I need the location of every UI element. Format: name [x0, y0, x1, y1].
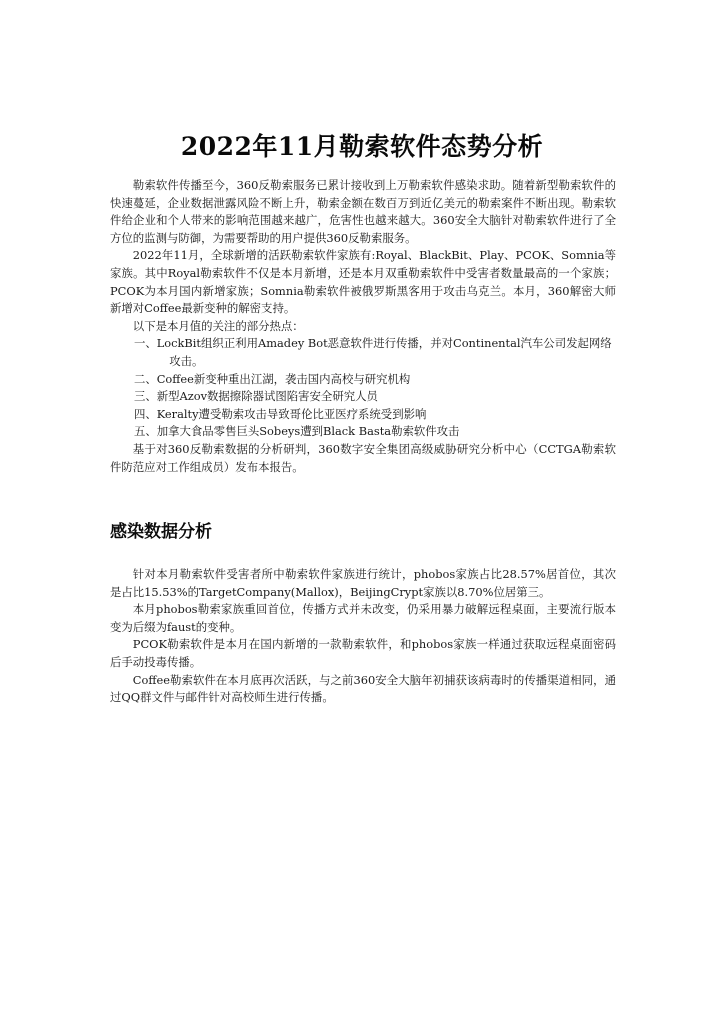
- section-heading-infection-analysis: 感染数据分析: [110, 522, 212, 542]
- intro-closing-paragraph: 基于对360反勒索数据的分析研判，360数字安全集团高级威胁研究分析中心（CCTGA勒索软件防范应对工作组成员）发布本报告。: [110, 441, 616, 474]
- analysis-paragraph-4: Coffee勒索软件在本月底再次活跃，与之前360安全大脑年初捕获该病毒时的传播渠道相同，通过QQ群文件与邮件针对高校师生进行传播。: [110, 672, 616, 705]
- page-title: 2022年11月勒索软件态势分析: [180, 131, 544, 161]
- intro-paragraph-2: 2022年11月，全球新增的活跃勒索软件家族有:Royal、BlackBit、Play、PCOK、Somnia等家族。其中Royal勒索软件不仅是本月新增，还是本月双重勒索软件中受害者数量最高的一个家族；PCOK为本月国内新增家族；Somnia勒索软件被俄罗斯黑客用于攻击乌克兰。本月，360解密大师新增对Coffee最新变种的解密支持。: [110, 248, 616, 316]
- intro-section: [110, 177, 616, 476]
- analysis-paragraph-3: PCOK勒索软件是本月在国内新增的一款勒索软件，和phobos家族一样通过获取远程桌面密码后手动投毒传播。: [110, 637, 616, 669]
- infection-analysis-section: [110, 566, 616, 707]
- highlight-item-2: 二、Coffee新变种重出江湖，袭击国内高校与研究机构: [133, 371, 411, 386]
- highlights-lead: 以下是本月值的关注的部分热点：: [132, 318, 304, 333]
- highlight-item-3: 三、新型Azov数据擦除器试图陷害安全研究人员: [133, 389, 378, 404]
- intro-paragraph-1: 勒索软件传播至今，360反勒索服务已累计接收到上万勒索软件感染求助。随着新型勒索软件的快速蔓延，企业数据泄露风险不断上升，勒索金额在数百万到近亿美元的勒索案件不断出现。勒索软件给企业和个人带来的影响范围越来越广，危害性也越来越大。360安全大脑针对勒索软件进行了全方位的监测与防御，为需要帮助的用户提供360反勒索服务。: [110, 178, 616, 245]
- analysis-paragraph-2: 本月phobos勒索家族重回首位，传播方式并未改变，仍采用暴力破解远程桌面，主要流行版本变为后缀为faust的变种。: [110, 602, 616, 634]
- highlight-item-5: 五、加拿大食品零售巨头Sobeys遭到Black Basta勒索软件攻击: [133, 424, 460, 439]
- analysis-paragraph-1: 针对本月勒索软件受害者所中勒索软件家族进行统计，phobos家族占比28.57%居首位，其次是占比15.53%的TargetCompany(Mallox)，BeijingCrypt家族以8.70%位居第三。: [110, 567, 616, 599]
- highlight-item-1: 一、LockBit组织正利用Amadey Bot恶意软件进行传播，并对Continental汽车公司发起网络攻击。: [133, 336, 612, 368]
- highlight-item-4: 四、Keralty遭受勒索攻击导致哥伦比亚医疗系统受到影响: [133, 406, 427, 421]
